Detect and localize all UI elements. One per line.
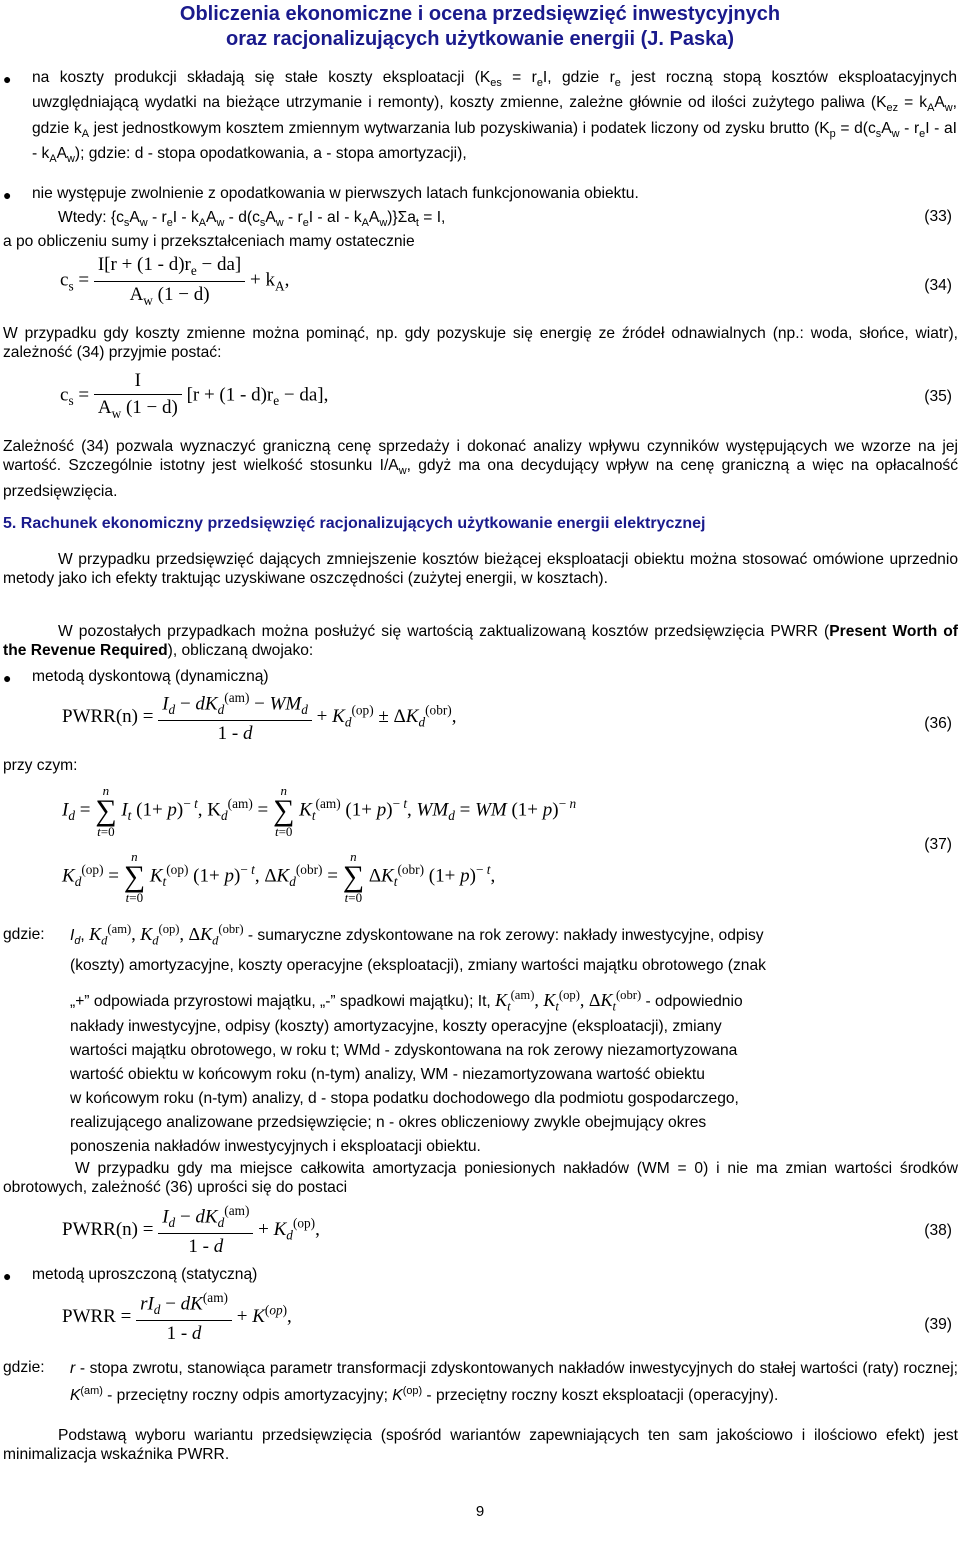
paragraph-s5-1: W przypadku przedsięwzięć dających zmniejszenie kosztów bieżącej eksploatacji obiektu można stosować omówione uprzednio metody jako ich efekty traktując uzyskiwane oszczędności (zużytej energii, w kosztach). bbox=[3, 551, 958, 588]
gdzie-symbols-1: $I_d$, $K_d^{(am)}$, $K_d^{(op)}$, $\Delta K_d^{(obr)}$ - sumaryczne zdyskontowane na rok zerowy: nakłady inwestycyjne, odpisy bbox=[70, 922, 764, 948]
gdzie-line-2: nakłady inwestycyjne, odpisy (koszty) amortyzacyjne, koszty operacyjne (eksploatacji), zmiany bbox=[70, 1018, 722, 1035]
bullet-static: metodą uproszczoną (statyczną) bbox=[32, 1266, 258, 1283]
page-title-line1: Obliczenia ekonomiczne i ocena przedsięwzięć inwestycyjnych bbox=[179, 3, 781, 25]
gdzie-definitions-2: r - stopa zwrotu, stanowiąca parametr transformacji zdyskontowanych nakładów inwestycyjnych do stałej wartości (raty) rocznej; $K^{(am)}$ - przeciętny roczny odpis amortyzacyjny; $K^{(op)}$ - przeciętny roczny koszt eksploatacji (operacyjny). bbox=[70, 1360, 958, 1405]
gdzie-line-3: wartości majątku obrotowego, w roku t; WMd - zdyskontowana na rok zerowy niezamortyzowana bbox=[70, 1042, 738, 1059]
gdzie-line-5: w końcowym roku (n-tym) analizy, d - stopa podatku dochodowego dla podmiotu gospodarczego, bbox=[70, 1090, 739, 1107]
text-przy-czym: przy czym: bbox=[3, 757, 78, 774]
equation-38: PWRR(n) = $\frac{I_d - dK_d^{(am)}}{1 - d}$ + $K_d^{(op)}$, bbox=[62, 1203, 320, 1258]
gdzie-line-7: ponoszenia nakładów inwestycyjnych i eksploatacji obiektu. bbox=[70, 1138, 481, 1155]
section-5-heading: 5. Rachunek ekonomiczny przedsięwzięć racjonalizujących użytkowanie energii elektrycznej bbox=[3, 515, 706, 532]
bullet-dynamic: metodą dyskontową (dynamiczną) bbox=[32, 668, 269, 685]
equation-37-number: (37) bbox=[924, 836, 952, 853]
equation-33-text: Wtedy: {$c_sA_w - r_eI - k_AA_w - d(c_sA_w - r_eI$ - aI - $k_AA_w)\}\Sigma a_t = I$, bbox=[58, 209, 446, 230]
gdzie-line-6: realizującego analizowane przedsięwzięcie; n - okres obliczeniowy zwykle obejmujący okres bbox=[70, 1114, 707, 1131]
paragraph-no-exemption: nie występuje zwolnienie z opodatkowania w pierwszych latach funkcjonowania obiektu. bbox=[32, 185, 639, 202]
equation-35: $c_s$ = $\frac{I}{A_w (1 - d)}$ $[r + (1 - d)r_e - da]$, bbox=[60, 370, 329, 421]
gdzie-label-2: gdzie: bbox=[3, 1359, 45, 1376]
page-number: 9 bbox=[475, 1503, 485, 1520]
text-after-sum: a po obliczeniu sumy i przekształceniach mamy ostatecznie bbox=[3, 233, 415, 250]
equation-38-number: (38) bbox=[924, 1222, 952, 1239]
gdzie-line-1: (koszty) amortyzacyjne, koszty operacyjne (eksploatacji), zmiany wartości majątku obrotowego (znak bbox=[70, 957, 766, 974]
bullet-marker: ● bbox=[3, 71, 12, 87]
equation-35-number: (35) bbox=[924, 388, 952, 405]
gdzie-sign-line: „+” odpowiada przyrostowi majątku, „-” spadkowi majątku); It, $K_t^{(am)}$, $K_t^{(op)}$, $\Delta K_t^{(obr)}$ - odpowiednio bbox=[70, 988, 743, 1014]
paragraph-final: Podstawą wyboru wariantu przedsięwzięcia (spośród wariantów zapewniających ten sam jakościowo i ilościowo efekt) jest minimalizacja wskaźnika PWRR. bbox=[3, 1427, 958, 1464]
bullet-marker: ● bbox=[3, 1268, 12, 1284]
gdzie-label-1: gdzie: bbox=[3, 926, 45, 943]
page-title-line2: oraz racjonalizujących użytkowanie energii (J. Paska) bbox=[226, 28, 734, 50]
paragraph-dependency: Zależność (34) pozwala wyznaczyć graniczną cenę sprzedaży i dokonać analizy wpływu czynników występujących we wzorze na jej wartość. Szczególnie istotny jest wielkość stosunku $I/A_w$, gdyż ma ona decydujący wpływ na cenę graniczną a więc na opłacalność przedsięwzięcia. bbox=[3, 438, 958, 500]
paragraph-full-amortization: W przypadku gdy ma miejsce całkowita amortyzacja poniesionych nakładów (WM = 0) i nie ma zmian wartości środków obrotowych, zależność (36) uprości się do postaci bbox=[3, 1160, 958, 1197]
paragraph-s5-2: W pozostałych przypadkach można posłużyć się wartością zaktualizowaną kosztów przedsięwzięcia PWRR (Present Worth of the Revenue Required), obliczaną dwojako: bbox=[3, 623, 958, 660]
gdzie-line-4: wartość obiektu w końcowym roku (n-tym) analizy, WM - niezamortyzowana wartość obiektu bbox=[70, 1066, 705, 1083]
equation-34: $c_s$ = $\frac{I[r + (1 - d)r_e - da]}{A_w (1 - d)}$ + $k_A$, bbox=[60, 254, 290, 308]
paragraph-costs: na koszty produkcji składają się stałe koszty eksploatacji ($K_{es} = r_eI$, gdzie $r_e$ jest roczną stopą kosztów eksploatacyjnych uwzględniającą wydatki na bieżące utrzymanie i remonty), koszty zmienne, zależne głównie od ilości zużytego paliwa ($K_{ez} = k_AA_w$, gdzie $k_A$ jest jednostkowym kosztem zmiennym wytwarzania lub pozyskiwania) i podatek liczony od zysku brutto ($K_p = d(c_sA_w - r_eI$ - aI - $k_AA_w$); gdzie: d - stopa opodatkowania, a - stopa amortyzacji), bbox=[32, 69, 957, 166]
equation-37-line1: $I_d$ = n ∑ t=0 $I_t$ $(1+ p)^{- t}$, $K_d^{(am)}$ = n ∑ t=0 $K_t^{(am)}$ $(1+ p)^{- t}$, $WM_d$ = WM $(1+ p)^{- n}$ bbox=[62, 783, 577, 839]
equation-37-line2: $K_d^{(op)}$ = n ∑ t=0 $K_t^{(op)}$ $(1+ p)^{- t}$, $\Delta K_d^{(obr)}$ = n ∑ t=0 $\Delta K_t^{(obr)}$ $(1+ p)^{- t}$, bbox=[62, 849, 496, 905]
equation-39-number: (39) bbox=[924, 1316, 952, 1333]
equation-34-number: (34) bbox=[924, 277, 952, 294]
equation-33-number: (33) bbox=[924, 208, 952, 225]
bullet-marker: ● bbox=[3, 670, 12, 686]
equation-36: PWRR(n) = $\frac{I_d - dK_d^{(am)} - WM_d}{1 - d}$ + $K_d^{(op)} \pm \Delta K_d^{(obr)}$, bbox=[62, 690, 457, 745]
equation-39: PWRR = $\frac{rI_d - dK^{(am)}}{1 - d}$ + $K^{(op)}$, bbox=[62, 1290, 292, 1345]
bullet-marker: ● bbox=[3, 187, 12, 203]
paragraph-renewable: W przypadku gdy koszty zmienne można pominąć, np. gdy pozyskuje się energię ze źródeł odnawialnych (np.: woda, słońce, wiatr), zależność (34) przyjmie postać: bbox=[3, 325, 958, 362]
equation-36-number: (36) bbox=[924, 715, 952, 732]
